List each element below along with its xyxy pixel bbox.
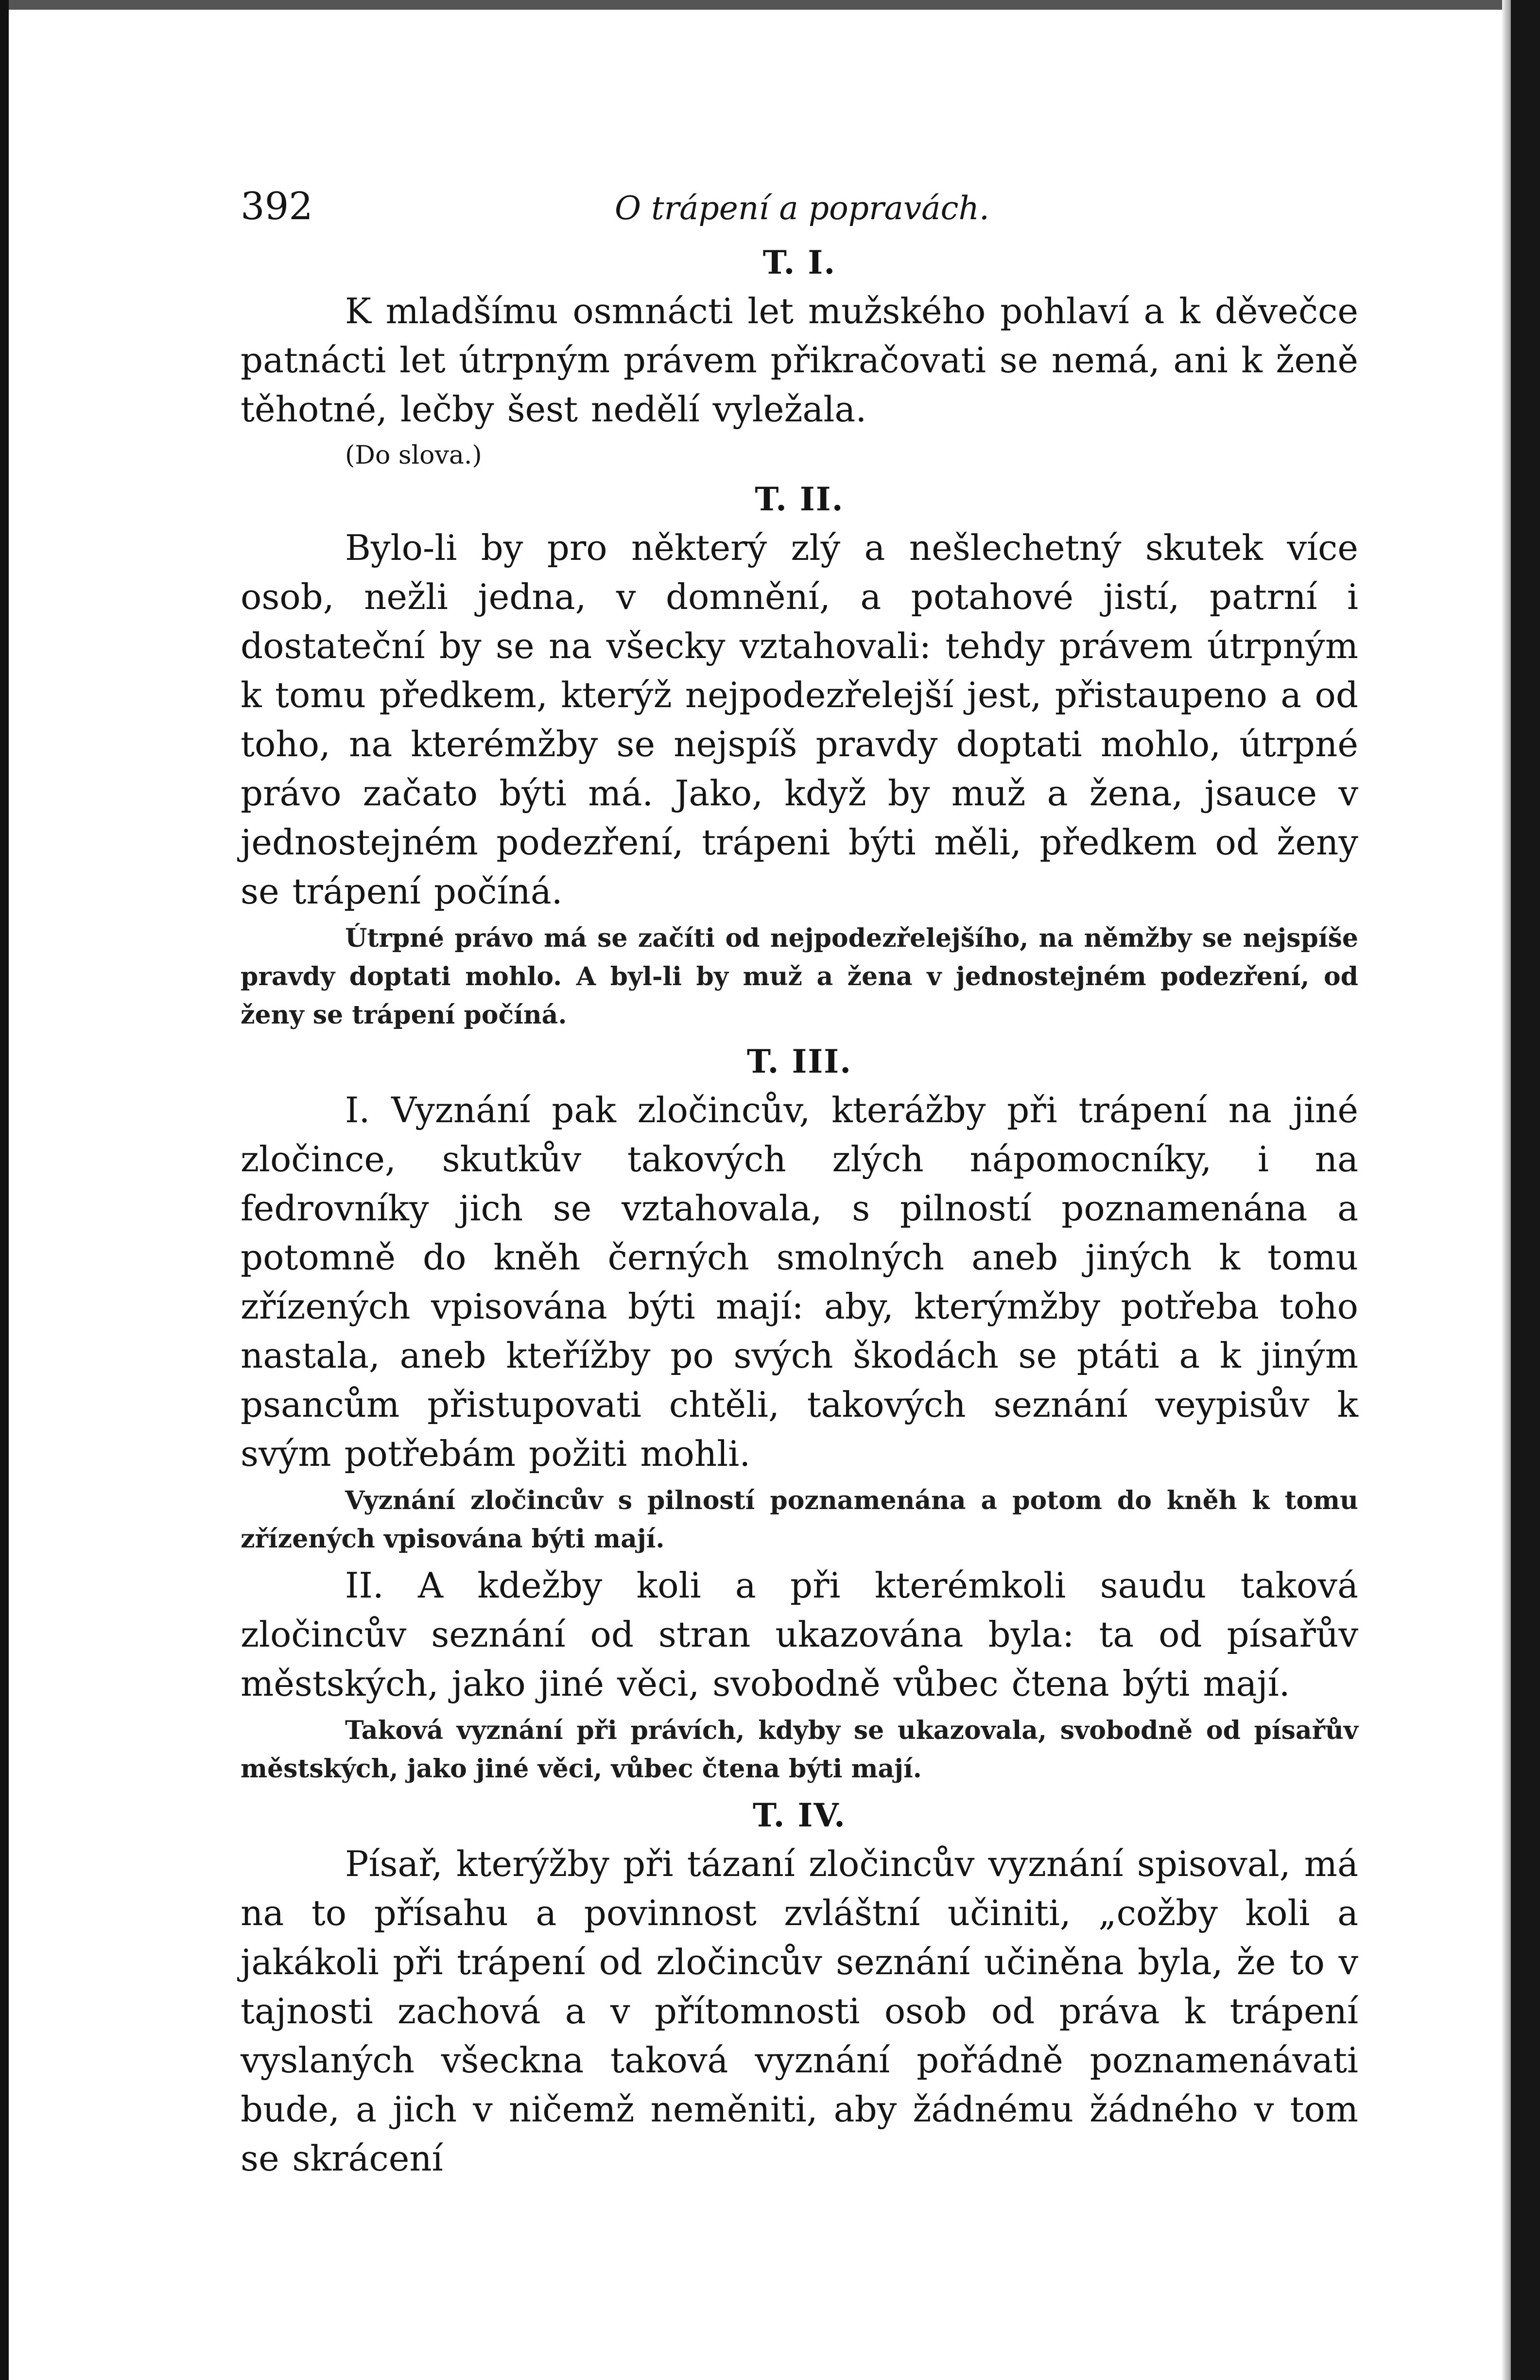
paragraph: II. A kdežby koli a při kterémkoli saudu taková zločincův seznání od stran ukazována byla: ta od písařův městských, jako jiné věci, svobodně vůbec čtena býti mají. <box>241 1565 1358 1704</box>
paragraph: Bylo-li by pro některý zlý a nešlechetný skutek více osob, nežli jedna, v domnění, a potahové jistí, patrní i dostateční by se na všecky vztahovali: tehdy právem útrpným k tomu předkem, kterýž nejpodezřelejší jest, přistaupeno a od toho, na kterémžby se nejspíš pravdy doptati mohlo, útrpné právo začato býti má. Jako, když by muž a žena, jsauce v jednostejném podezření, trápeni býti měli, předkem od ženy se trápení počíná. <box>241 527 1358 912</box>
page-content <box>241 185 1358 2183</box>
summary-note: Útrpné právo má se začíti od nejpodezřelejšího, na němžby se nejspíše pravdy doptati mohlo. A byl-li by muž a žena v jednostejném podezření, od ženy se trápení počíná. <box>241 923 1358 1030</box>
paragraph: Písař, kterýžby při tázaní zločincův vyznání spisoval, má na to přísahu a povinnost zvláštní učiniti, „cožby koli a jakákoli při trápení od zločincův seznání učiněna byla, že to v tajnosti zachová a v přítomnosti osob od práva k trápení vyslaných všeckna taková vyznání pořádně poznamenávati bude, a jich v ničemž neměniti, aby žádnému žádného v tom se skrácení <box>241 1843 1358 2179</box>
section-heading: T. I. <box>762 243 836 281</box>
paragraph: K mladšímu osmnácti let mužského pohlaví a k děvečce patnácti let útrpným právem přikračovati se nemá, ani k ženě těhotné, lečby šest nedělí vyležala. <box>241 291 1358 430</box>
running-title: O trápení a popravách. <box>615 190 989 227</box>
scan-edge-left <box>0 0 9 2380</box>
page-header <box>241 185 1358 238</box>
marginal-note: (Do slova.) <box>345 441 482 470</box>
scan-edge-right <box>1511 0 1540 2380</box>
scan-edge-top <box>0 0 1540 10</box>
paragraph: I. Vyznání pak zločincův, kterážby při trápení na jiné zločince, skutkův takových zlých nápomocníky, i na fedrovníky jich se vztahovala, s pilností poznamenána a potomně do kněh černých smolných aneb jiných k tomu zřízených vpisována býti mají: aby, kterýmžby potřeba toho nastala, aneb kteřížby po svých škodách se ptáti a k jiným psancům přistupovati chtěli, takových seznání veypisův k svým potřebám požiti mohli. <box>241 1090 1358 1474</box>
section-heading: T. IV. <box>752 1796 847 1834</box>
section-heading: T. III. <box>746 1042 852 1080</box>
scan-edge-right-shadow <box>1502 0 1511 2380</box>
summary-note: Taková vyznání při právích, kdyby se ukazovala, svobodně od písařův městských, jako jiné věci, vůbec čtena býti mají. <box>241 1716 1358 1784</box>
summary-note: Vyznání zločincův s pilností poznamenána a potom do kněh k tomu zřízených vpisována býti mají. <box>241 1486 1358 1554</box>
section-heading: T. II. <box>755 480 844 518</box>
page-number: 392 <box>241 185 313 228</box>
